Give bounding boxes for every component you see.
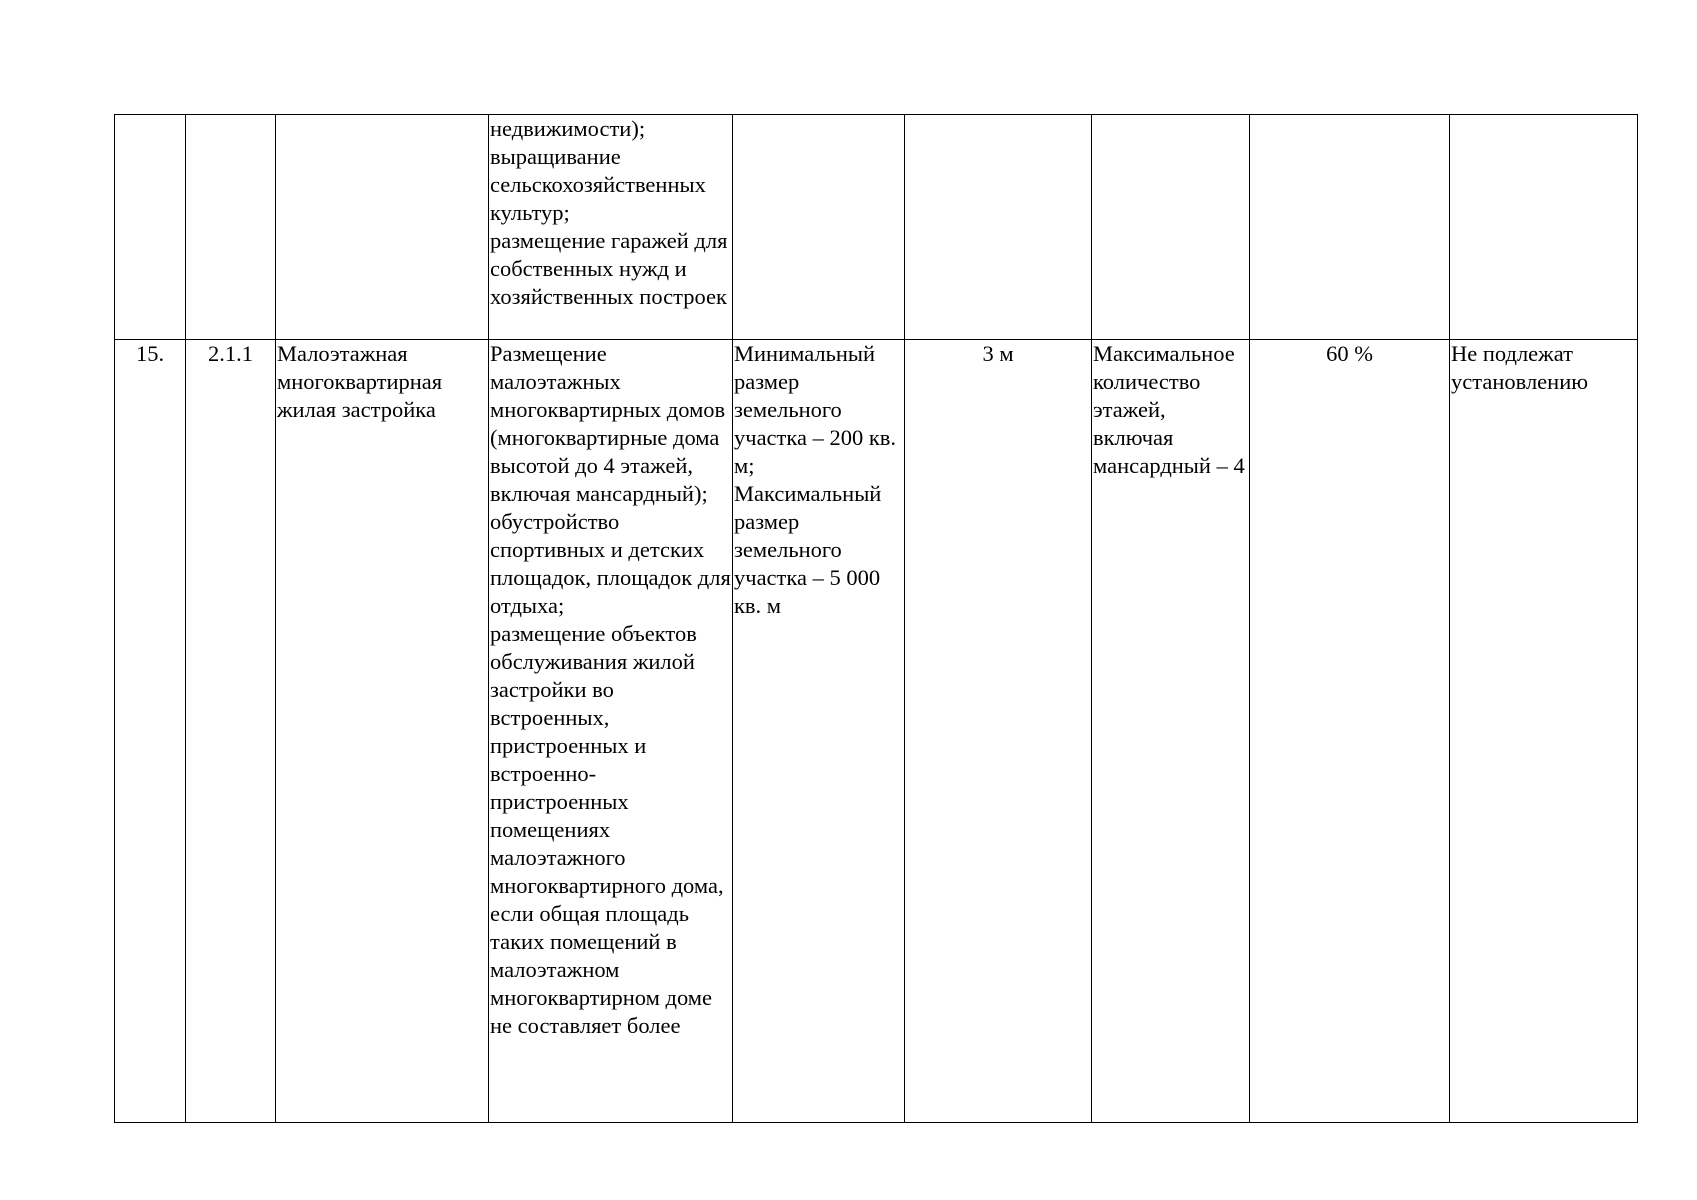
regulations-table [114,114,1638,1123]
cell-code [186,340,276,1123]
table-row-15 [115,340,1638,1123]
cell-coverage [1250,340,1450,1123]
cell-floors-empty [1092,115,1250,340]
cell-name [276,340,489,1123]
row-other: Не подлежат установлению [1451,341,1589,394]
row-coverage: 60 % [1326,341,1373,366]
cell-other-empty [1450,115,1638,340]
cell-number [115,340,186,1123]
cell-name-empty [276,115,489,340]
row-floors: Максимальное количество этажей, включая мансардный – 4 [1093,341,1245,478]
cell-number-empty [115,115,186,340]
row-description: Размещение малоэтажных многоквартирных домов (многоквартирные дома высотой до 4 этажей, включая мансардный); обустройство спортивных и детских площадок, площадок для отдыха; размещение объектов обслуживания жилой застройки во встроенных, пристроенных и встроенно-пристроенных помещениях малоэтажного многоквартирного дома, если общая площадь таких помещений в малоэтажном многоквартирном доме не составляет более [490,341,731,1038]
cell-coverage-empty [1250,115,1450,340]
cell-description [489,340,733,1123]
row-setback: 3 м [982,341,1014,366]
cell-plot-size [733,340,905,1123]
cell-setback-empty [905,115,1092,340]
row-number: 15. [135,341,165,366]
cell-description-continued [489,115,733,340]
cell-setback [905,340,1092,1123]
cell-other [1450,340,1638,1123]
row-plot-size: Минимальный размер земельного участка – 200 кв. м; Максимальный размер земельного участка – 5 000 кв. м [734,341,897,618]
description-continued-text: недвижимости); выращивание сельскохозяйственных культур; размещение гаражей для собственных нужд и хозяйственных построек [490,116,728,309]
cell-plot-size-empty [733,115,905,340]
row-code: 2.1.1 [208,341,253,366]
cell-floors [1092,340,1250,1123]
cell-code-empty [186,115,276,340]
table-row-continuation [115,115,1638,340]
row-name: Малоэтажная многоквартирная жилая застройка [277,341,443,422]
